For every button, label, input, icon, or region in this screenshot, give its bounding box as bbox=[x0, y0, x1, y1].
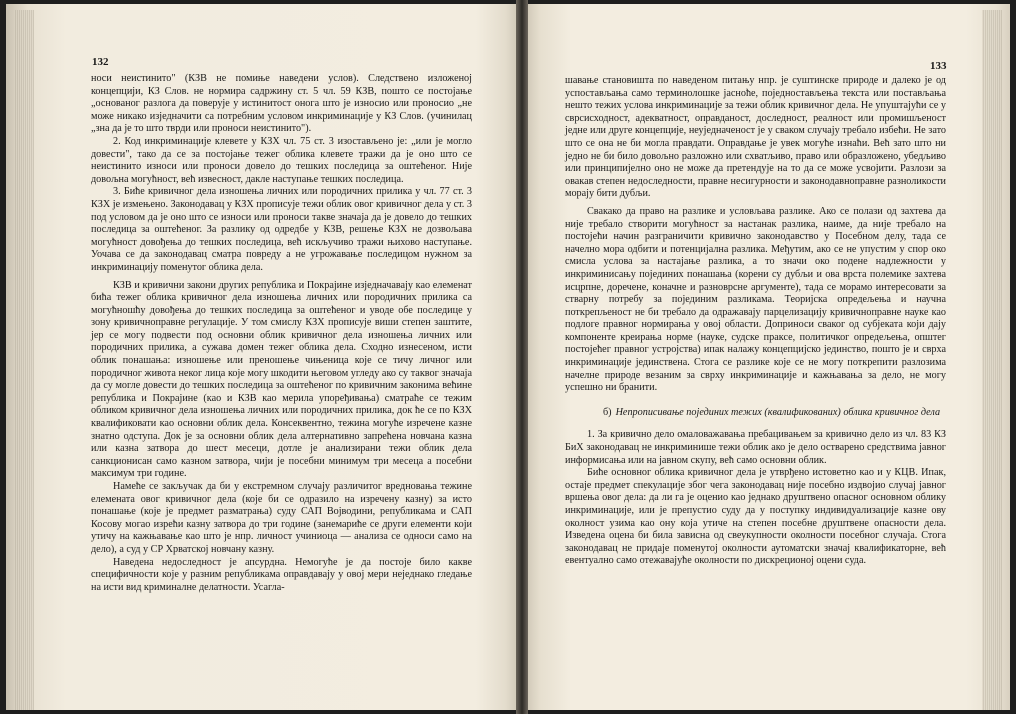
page-number: 132 bbox=[92, 56, 109, 68]
paragraph: 2. Код инкриминације клевете у КЗХ чл. 75 ст. 3 изостављено је: „или је могло довести", тако да се за постојање тежег облика клевете тражи да је оно што се неистинито износи или проноси довело до тешких последица за оштећеног. Није довољна могућност, већ извесност, дакле наступање тешких последица. bbox=[91, 135, 472, 185]
section-label: б) bbox=[603, 406, 612, 418]
paragraph: Свакако да право на разлике и условљава разлике. Ако се полази од захтева да није требало створити могућност за настанак разлика, наиме, да није требало на постојећи начин разграничити кривично законодавство у Посебном делу, тада се начелно мора одбити и потенцијална разлика. Међутим, ако се не упустим у спор око смисла услова за настајање разлика, а то значи око подене надлежности у инкриминисању појединих понашања (корени су дубљи и ова врста полемике захтева исцрпне, доречене, коначне и разноврсне аргументе), тада се морамо интересовати за стварну потребу за појединим разликама. Теоријска опредељења и научна поткрепљеност не би требало да одражавају парцелизацију кривичноправне науке као подлоге правног нормирања у овој области. Доприноси сваког од субјеката који дају компоненте креирања норме (науке, судске праксе, политичког опредељења, општег постојећег правног устројства) ипак налажу концепцијско јединство, пошто је и сврха инкриминације јединствена. Стога се разлике које се не могу поткрепити разлозима начелне природе везаним за сврху инкриминације и кажњавања за дело, не могу успешно ни бранити. bbox=[565, 205, 946, 394]
book-gutter bbox=[516, 0, 528, 714]
paragraph: Намеће се закључак да би у екстремном случају различитог вредновања тежине елемената овог кривичног дела (које би се одразило на изречену казну) за исто понашање (које је предмет разматрања) суду САП Војводини, републикама и САП Косову могао изрећи казну затвора до три године (занемариће се други елементи који утичу на кажњавање као што је нпр. личност учиниоца — анализа се односи само на дело), а суд у СР Хрватској новчану казну. bbox=[91, 481, 472, 555]
section-heading bbox=[603, 407, 946, 420]
paragraph: Биће основног облика кривичног дела је утврђено истоветно као и у КЦВ. Ипак, остаје предмет спекулације због чега законодавац није посебно издвојио случај јавног вршења овог дела: да ли га је оценио као једнако друштвено опасног основном облику инкриминације, или је препустио суду да у поступку индивидуализације казне ову околност узима као ону која утиче на степен посебне друштвене опасности дела. Изведена оцена би била зависна од свеукупности околности посебног случаја. Стога законодавац не придаје поменутој околности аутоматски значај квалификаторне, већ евентуално само отежавајуће околности по дискреционој оцени суда. bbox=[565, 467, 946, 567]
left-page-text bbox=[91, 73, 472, 594]
paragraph: КЗВ и кривични закони других република и Покрајине изједначавају као елеменат бића тежег облика кривичног дела изношења личних или породичних прилика са могућношћу довођења до тешких последица за оштећеног и уводе обе последице у зону кривичноправне регулације. У том смислу КЗХ прописује виши степен заштите, јер се могу подвести под основни облик кривичног дела изношења личних или породичних прилика, а сужава домен тежег облика дела. Сходно изнесеном, исти облик понашања: изношење или преношење чињеница које се тичу личног или породичног живота неког лица које могу шкодити његовом угледу ако су таквог значаја да су могле довести до тешких последица за оштећеног по кривичним законима већине република и Покрајине (као и КЗВ као мерила упоређивања) сматраће се тежим обликом кривичног дела изношења личних или породичних прилика, док ће се по КЗХ квалификовати као основни облик дела. Консеквентно, тежина могуће изречене казне знатно одступа. Док је за основни облик дела алтернативно запрећена новчана казна или казна затвора до шест месеци, дотле је анализирани тежи облик дела санкционисан само казном затвора, чији је посебни минимум три месеца а посебни максимум три године. bbox=[91, 279, 472, 480]
section-title: Непрописивање појединих тежих (квалификованих) облика кривичног дела bbox=[615, 406, 941, 418]
page-edges bbox=[14, 10, 34, 710]
paragraph: шавање становишта по наведеном питању нпр. је суштинске природе и далеко је од успостављања само терминолошке јасноће, поједностављења текста или постављања нешто тежих услова инкриминације за тежи облик кривичног дела. Не упуштајући се у сврсисходност, адекватност, оправданост, доследност, реалност или промишљеност једне или друге концепције, неуједначеност је у сваком случају требало избећи. Не зато што се она не би могла правдати. Оправдање је увек могуће изнаћи. Већ зато што ни једно не би било довољно разложно или схватљиво, право или образложено, убедљиво или принципијелно оно не може да претендује на то да се може усвојити. Разлози за овакав степен недоследности, правне несигурности и законодавноправне разноликости морају бити дубљи. bbox=[565, 75, 946, 200]
paragraph: носи неистинито" (КЗВ не помиње наведени услов). Следствено изложеној концепцији, КЗ Слов. не нормира садржину ст. 5 чл. 59 КЗВ, пошто се постојање „основаног разлога да поверује у истинитост онога што је износио или проносио „не може никако изједначити са потребним условом инкриминације у КЗ Слов. (учинилац „зна да је то што тврди или проноси неистинито"). bbox=[91, 73, 472, 135]
paragraph: 1. За кривично дело омаловажавања пребацивањем за кривично дело из чл. 83 КЗ БиХ законодавац не инкриминише тежи облик ако је дело остварено средствима јавног информисања или на јавном скупу, већ само основни облик. bbox=[565, 429, 946, 466]
right-page-text bbox=[565, 75, 946, 568]
page-number: 133 bbox=[930, 60, 947, 72]
page-edges bbox=[982, 10, 1002, 710]
paragraph: Наведена недоследност је апсурдна. Немогуће је да постоје било какве специфичности које у разним републикама оправдавају у овој мери неједнако гледање на исти вид криминалне делатности. Усагла- bbox=[91, 556, 472, 593]
paragraph: 3. Биће кривичног дела изношења личних или породичних прилика у чл. 77 ст. 3 КЗХ је измењено. Законодавац у КЗХ прописује тежи облик овог кривичног дела у ст. 3 под условом да је оно што се износи или проноси такве значаја да је довело до тешких последица за оштећеног. За разлику од одредбе у КЗВ, решење КЗХ не дозвољава могућност довођења до тешких последица, већ искључиво тражи њихово наступање. Уочава се да законодавац сматра повреду а не угрожавање последицом нужном за инкриминацију поменутог облика дела. bbox=[91, 186, 472, 273]
